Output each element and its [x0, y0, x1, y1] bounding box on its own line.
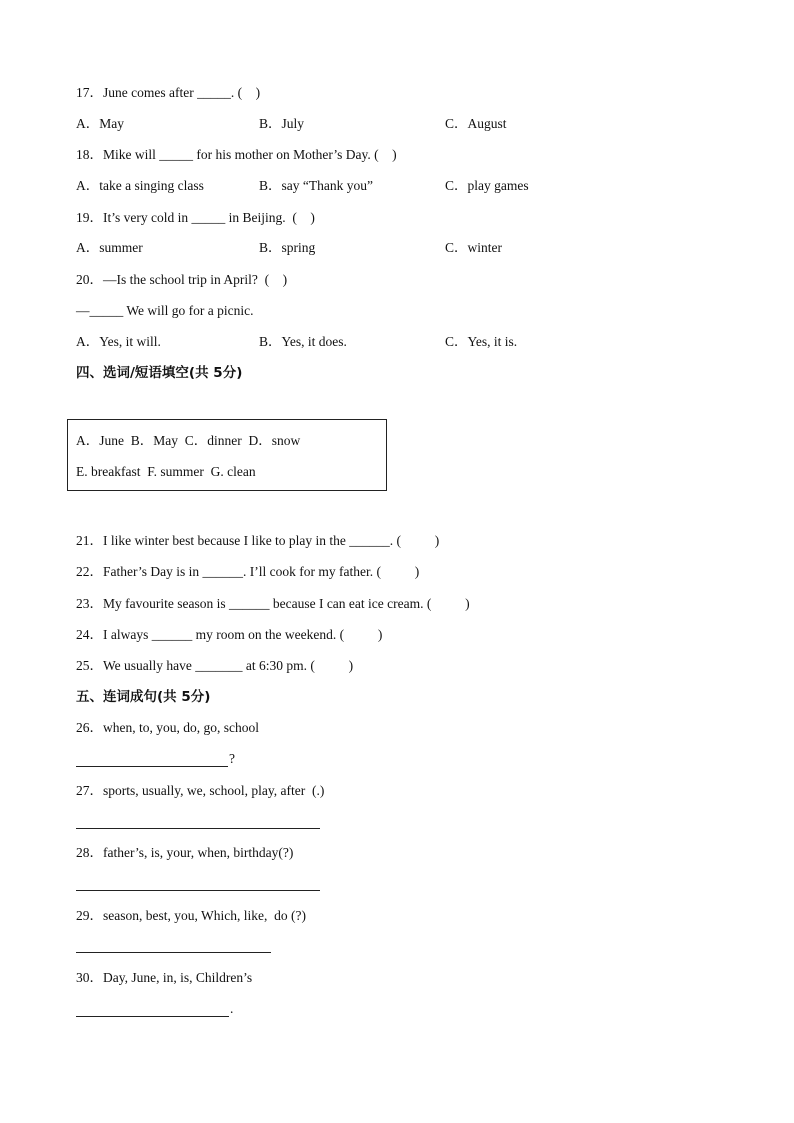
question-23: 23．My favourite season is ______ because I can eat ice cream. ( ): [76, 596, 470, 611]
q19-option-b: B．spring: [259, 240, 316, 255]
answer-line-27[interactable]: [76, 828, 320, 829]
question-21: 21．I like winter best because I like to play in the ______. ( ): [76, 533, 440, 548]
section-4-heading: 四、选词/短语填空(共 5分): [76, 365, 243, 381]
question-25: 25．We usually have _______ at 6:30 pm. ( ): [76, 658, 354, 673]
answer-line-29[interactable]: [76, 952, 271, 953]
question-20-reply: —_____ We will go for a picnic.: [76, 303, 254, 318]
q17-option-a: A．May: [76, 116, 124, 131]
question-19: 19．It’s very cold in _____ in Beijing. ( ): [76, 210, 315, 225]
question-26: 26．when, to, you, do, go, school: [76, 720, 259, 735]
q17-option-c: C．August: [445, 116, 507, 131]
question-20: 20．—Is the school trip in April? ( ): [76, 272, 288, 287]
question-28: 28．father’s, is, your, when, birthday(?): [76, 845, 294, 860]
q19-option-a: A．summer: [76, 240, 143, 255]
word-bank-row-2: E. breakfast F. summer G. clean: [76, 464, 256, 479]
q20-option-a: A．Yes, it will.: [76, 334, 161, 349]
q20-option-b: B．Yes, it does.: [259, 334, 347, 349]
section-5-heading: 五、连词成句(共 5分): [76, 689, 211, 705]
q18-option-b: B．say “Thank you”: [259, 178, 373, 193]
q19-option-c: C．winter: [445, 240, 502, 255]
question-24: 24．I always ______ my room on the weekend. ( ): [76, 627, 383, 642]
word-bank-row-1: A．June B．May C．dinner D．snow: [76, 433, 301, 448]
word-bank-box: [67, 419, 387, 491]
answer-line-30[interactable]: [76, 1016, 229, 1017]
question-17: 17．June comes after _____. ( ): [76, 85, 261, 100]
q20-option-c: C．Yes, it is.: [445, 334, 518, 349]
answer-30-end-mark: .: [230, 1001, 234, 1016]
answer-line-26[interactable]: [76, 766, 228, 767]
question-30: 30．Day, June, in, is, Children’s: [76, 970, 253, 985]
answer-line-28[interactable]: [76, 890, 320, 891]
answer-26-end-mark: ?: [229, 751, 235, 766]
q18-option-a: A．take a singing class: [76, 178, 204, 193]
question-29: 29．season, best, you, Which, like, do (?): [76, 908, 306, 923]
q18-option-c: C．play games: [445, 178, 529, 193]
question-18: 18．Mike will _____ for his mother on Mother’s Day. ( ): [76, 147, 397, 162]
question-27: 27．sports, usually, we, school, play, after (.): [76, 783, 325, 798]
question-22: 22．Father’s Day is in ______. I’ll cook for my father. ( ): [76, 564, 420, 579]
q17-option-b: B．July: [259, 116, 305, 131]
